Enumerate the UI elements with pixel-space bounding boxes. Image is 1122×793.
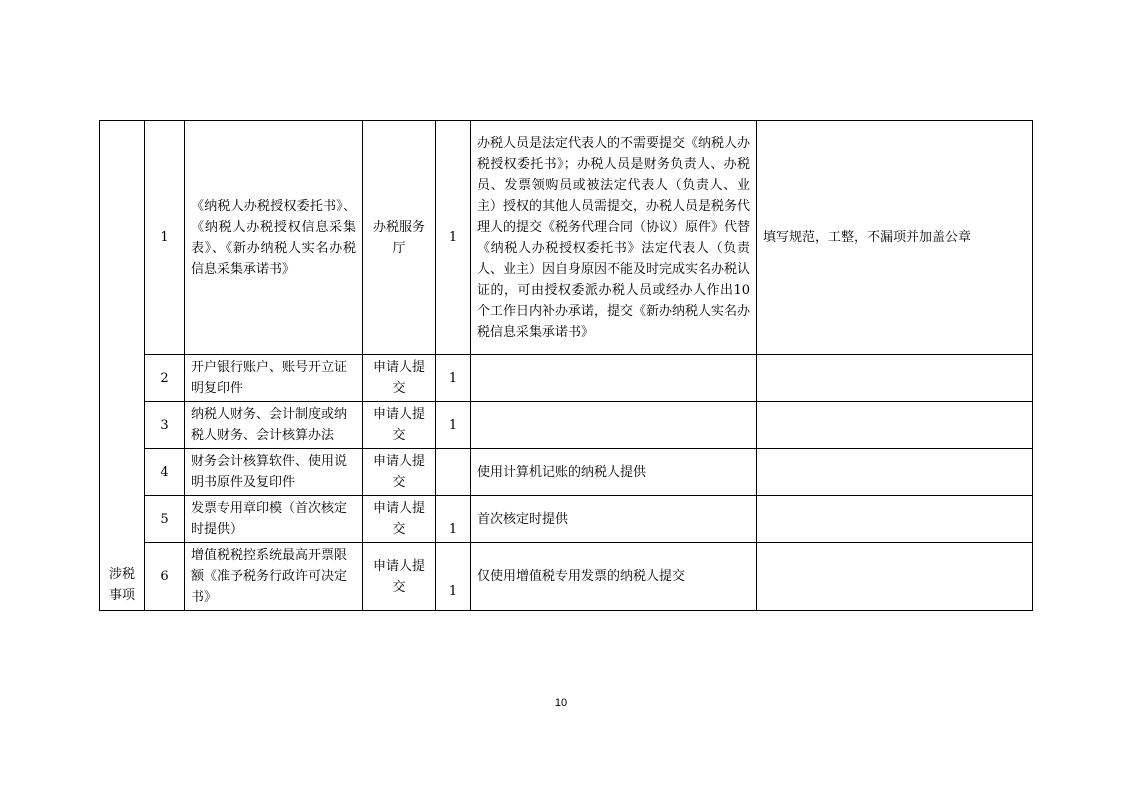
row-number: 3 xyxy=(145,402,185,449)
copies-count: 1 xyxy=(436,355,471,402)
copies-count: 1 xyxy=(436,121,471,355)
copies-count xyxy=(436,449,471,496)
fill-requirement: 填写规范，工整，不漏项并加盖公章 xyxy=(757,121,1033,355)
material-remark xyxy=(471,355,757,402)
page-number: 10 xyxy=(554,697,568,709)
fill-requirement xyxy=(757,496,1033,543)
table-row xyxy=(100,449,1033,496)
table-row xyxy=(100,402,1033,449)
material-source: 申请人提交 xyxy=(363,496,436,543)
material-remark: 使用计算机记账的纳税人提供 xyxy=(471,449,757,496)
material-name: 《纳税人办税授权委托书》、《纳税人办税授权信息采集表》、《新办纳税人实名办税信息采集承诺书》 xyxy=(185,121,363,355)
material-name: 开户银行账户、账号开立证明复印件 xyxy=(185,355,363,402)
table-row xyxy=(100,496,1033,543)
material-source: 申请人提交 xyxy=(363,355,436,402)
material-remark: 办税人员是法定代表人的不需要提交《纳税人办税授权委托书》；办税人员是财务负责人、办税员、发票领购员或被法定代表人（负责人、业主）授权的其他人员需提交，办税人员是税务代理人的提交《税务代理合同（协议）原件》代替《纳税人办税授权委托书》法定代表人（负责人、业主）因自身原因不能及时完成实名办税认证的，可由授权委派办税人员或经办人作出10个工作日内补办承诺，提交《新办纳税人实名办税信息采集承诺书》 xyxy=(471,121,757,355)
material-name: 纳税人财务、会计制度或纳税人财务、会计核算办法 xyxy=(185,402,363,449)
row-number: 5 xyxy=(145,496,185,543)
copies-count: 1 xyxy=(436,402,471,449)
fill-requirement xyxy=(757,543,1033,611)
material-source: 申请人提交 xyxy=(363,402,436,449)
materials-table xyxy=(99,120,1033,611)
material-name: 发票专用章印模（首次核定时提供） xyxy=(185,496,363,543)
table-row xyxy=(100,355,1033,402)
category-cell xyxy=(100,121,145,611)
fill-requirement xyxy=(757,402,1033,449)
row-number: 6 xyxy=(145,543,185,611)
material-source: 办税服务厅 xyxy=(363,121,436,355)
fill-requirement xyxy=(757,355,1033,402)
material-name: 增值税税控系统最高开票限额《准予税务行政许可决定书》 xyxy=(185,543,363,611)
row-number: 4 xyxy=(145,449,185,496)
row-number: 1 xyxy=(145,121,185,355)
material-remark xyxy=(471,402,757,449)
material-source: 申请人提交 xyxy=(363,449,436,496)
material-remark: 首次核定时提供 xyxy=(471,496,757,543)
material-remark: 仅使用增值税专用发票的纳税人提交 xyxy=(471,543,757,611)
table-row xyxy=(100,543,1033,611)
copies-count: 1 xyxy=(436,496,471,543)
category-label: 涉税事项 xyxy=(108,567,135,603)
material-name: 财务会计核算软件、使用说明书原件及复印件 xyxy=(185,449,363,496)
fill-requirement xyxy=(757,449,1033,496)
copies-count: 1 xyxy=(436,543,471,611)
table-row xyxy=(100,121,1033,355)
row-number: 2 xyxy=(145,355,185,402)
material-source: 申请人提交 xyxy=(363,543,436,611)
